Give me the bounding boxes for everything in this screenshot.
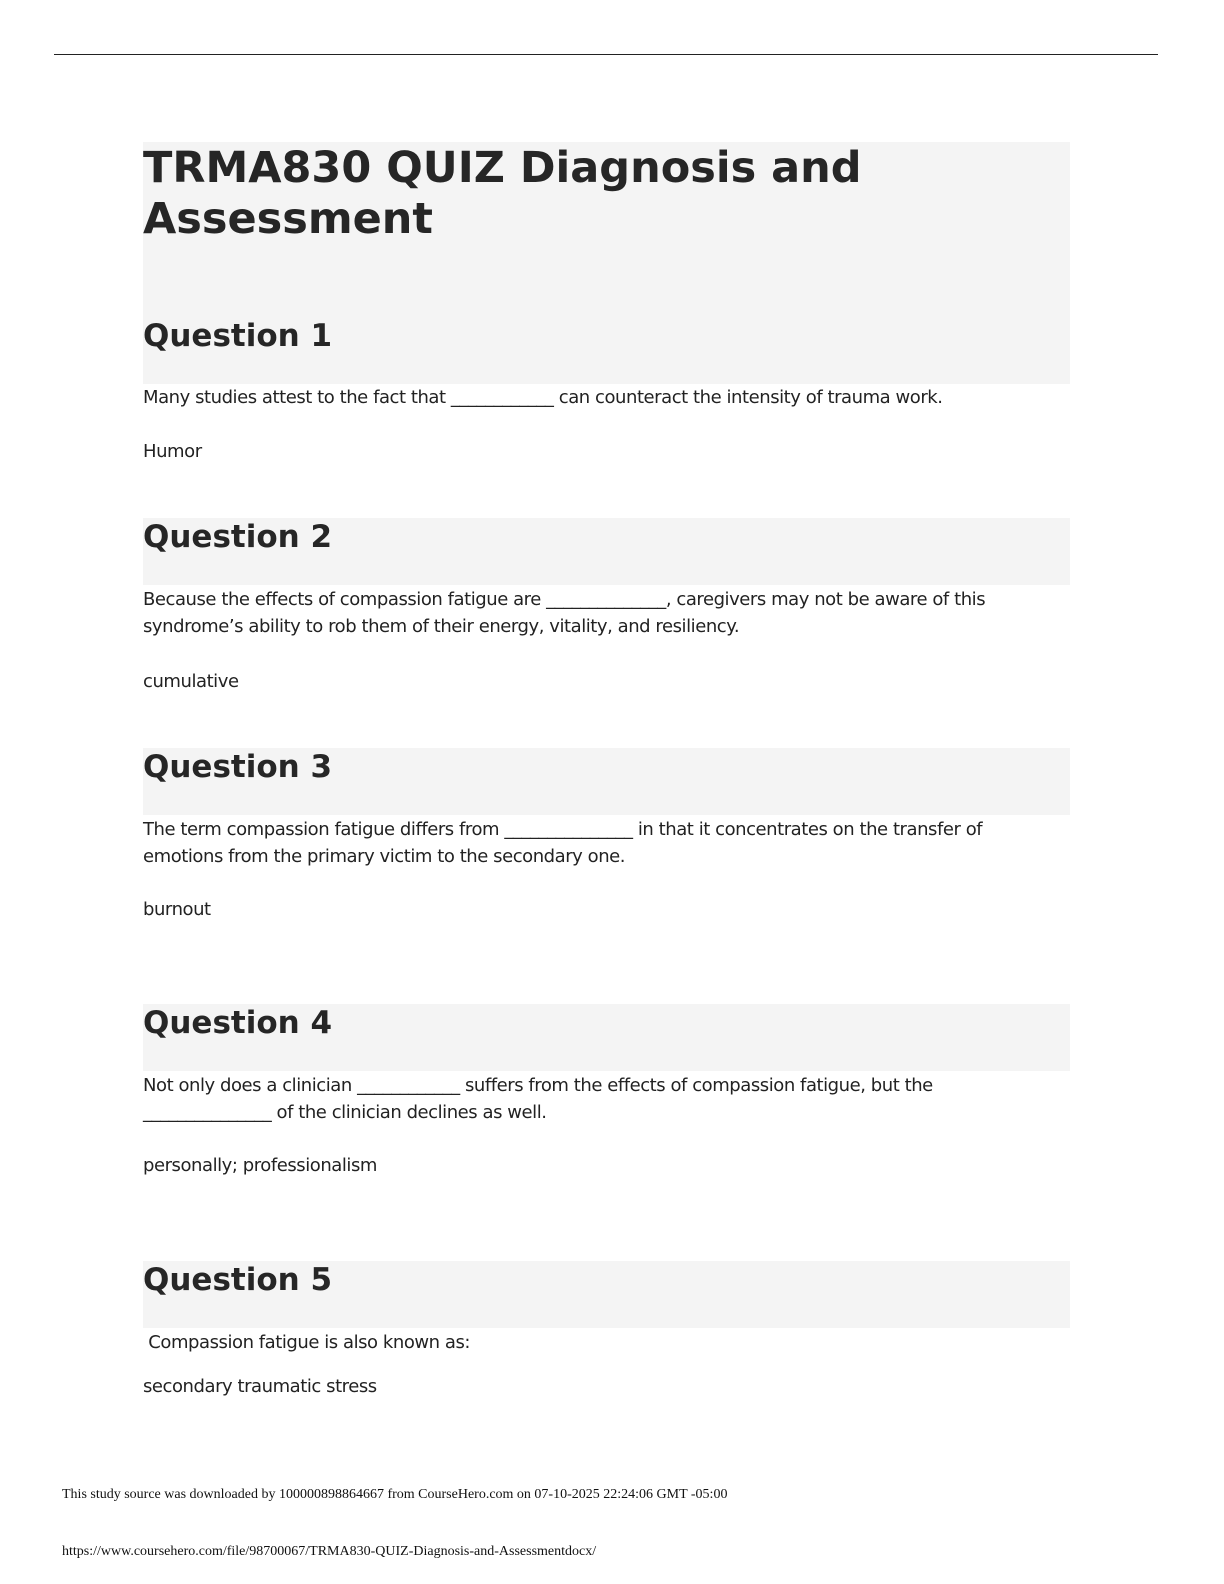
document-title-line-2: Assessment: [143, 194, 433, 244]
question-3-text: [143, 816, 1043, 870]
document-title-line-1: TRMA830 QUIZ Diagnosis and: [143, 143, 862, 193]
question-5-answer: secondary traumatic stress: [143, 1376, 377, 1397]
question-2-text-line-2: syndrome’s ability to rob them of their energy, vitality, and resiliency.: [143, 616, 740, 637]
question-4-text: [143, 1072, 1043, 1126]
question-4-text-line-1: Not only does a clinician ____________ suffers from the effects of compassion fatigue, but the: [143, 1075, 933, 1096]
question-2-heading: Question 2: [143, 519, 333, 555]
document-title: [143, 143, 1043, 245]
question-5-heading: Question 5: [143, 1262, 333, 1298]
top-rule: [54, 54, 1158, 55]
question-4-heading: Question 4: [143, 1005, 333, 1041]
question-1-heading: Question 1: [143, 318, 333, 354]
question-3-answer: burnout: [143, 899, 211, 920]
question-3-text-line-2: emotions from the primary victim to the secondary one.: [143, 846, 626, 867]
question-4-text-line-2: _______________ of the clinician declines as well.: [143, 1102, 547, 1123]
question-2-answer: cumulative: [143, 671, 239, 692]
question-2-text: [143, 586, 1043, 640]
question-5-text: Compassion fatigue is also known as:: [143, 1332, 471, 1353]
question-4-answer: personally; professionalism: [143, 1155, 377, 1176]
source-url[interactable]: https://www.coursehero.com/file/98700067/TRMA830-QUIZ-Diagnosis-and-Assessmentdocx/: [62, 1544, 597, 1559]
question-3-heading: Question 3: [143, 749, 333, 785]
question-3-text-line-1: The term compassion fatigue differs from _______________ in that it concentrates on the transfer of: [143, 819, 983, 840]
question-1-answer: Humor: [143, 441, 202, 462]
download-source-note: This study source was downloaded by 100000898864667 from CourseHero.com on 07-10-2025 22:24:06 GMT -05:00: [62, 1487, 728, 1502]
question-2-text-line-1: Because the effects of compassion fatigue are ______________, caregivers may not be aware of this: [143, 589, 986, 610]
question-1-text: Many studies attest to the fact that ____________ can counteract the intensity of trauma work.: [143, 387, 943, 408]
